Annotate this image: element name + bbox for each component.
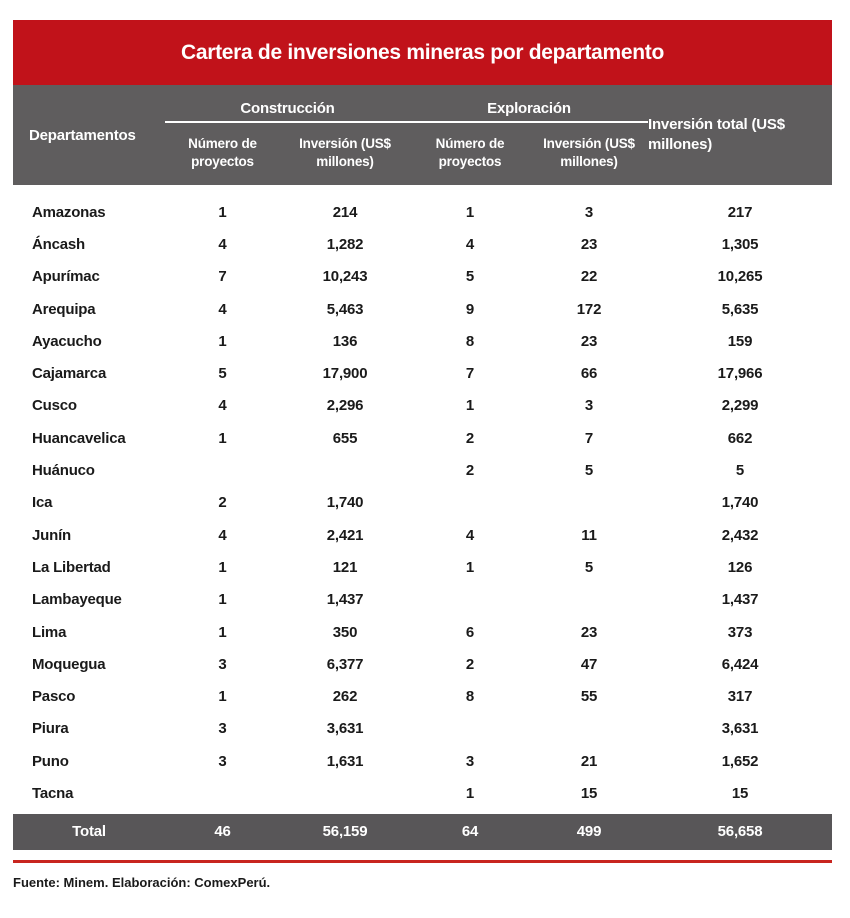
exploration-projects-value: 5 <box>465 268 475 286</box>
total-investment-value: 15 <box>731 784 749 802</box>
exploration-projects-value: 1 <box>465 397 475 415</box>
construction-projects-value: 7 <box>218 268 227 286</box>
column-header-construction-investment: Inversión (US$ millones) <box>299 136 391 169</box>
exploration-investment-value: 21 <box>580 752 598 770</box>
exploration-investment-value: 23 <box>580 623 598 641</box>
table-row <box>13 745 832 777</box>
exploration-projects-value: 2 <box>465 462 475 480</box>
total-investment-value: 373 <box>727 623 753 641</box>
table-row <box>13 519 832 551</box>
exploration-investment-value: 47 <box>580 655 598 673</box>
total-investment-value: 662 <box>727 429 753 447</box>
construction-investment-value: 3,631 <box>326 720 364 738</box>
exploration-projects-value: 8 <box>465 688 475 706</box>
total-investment-value: 6,424 <box>721 655 759 673</box>
construction-investment-value: 5,463 <box>326 300 364 318</box>
department-name: Áncash <box>32 235 85 253</box>
table-row <box>13 422 832 454</box>
bottom-divider-rule <box>13 860 832 863</box>
construction-investment-value: 1,631 <box>326 752 364 770</box>
department-name: Apurímac <box>32 268 100 286</box>
column-group-construction: Construcción <box>240 100 335 117</box>
total-investment-value: 317 <box>727 688 753 706</box>
exploration-investment-value: 7 <box>584 429 594 447</box>
exploration-investment-value: 5 <box>584 462 594 480</box>
total-row-label: Total <box>72 823 106 841</box>
total-construction-projects: 46 <box>214 823 231 841</box>
total-investment-value: 10,265 <box>717 268 763 286</box>
total-investment-value: 1,652 <box>721 752 759 770</box>
department-name: Ayacucho <box>32 332 102 350</box>
department-name: La Libertad <box>32 558 111 576</box>
exploration-projects-value: 6 <box>465 623 475 641</box>
title-bar <box>13 20 832 85</box>
table-row <box>13 713 832 745</box>
exploration-investment-value: 23 <box>580 235 598 253</box>
exploration-projects-value: 2 <box>465 429 475 447</box>
total-investment-value: 1,740 <box>721 494 759 512</box>
table-row <box>13 777 832 809</box>
construction-investment-value: 214 <box>332 203 358 221</box>
table-row <box>13 325 832 357</box>
construction-investment-value: 350 <box>332 623 358 641</box>
table-row <box>13 648 832 680</box>
construction-projects-value: 4 <box>218 300 227 318</box>
table-row <box>13 487 832 519</box>
department-name: Moquegua <box>32 655 106 673</box>
construction-investment-value: 1,740 <box>326 494 364 512</box>
construction-investment-value: 262 <box>332 688 358 706</box>
total-investment-value: 5 <box>735 462 745 480</box>
column-header-departments: Departamentos <box>29 126 136 144</box>
department-name: Piura <box>32 720 69 738</box>
construction-projects-value: 3 <box>218 720 227 738</box>
construction-projects-value: 3 <box>218 752 227 770</box>
exploration-projects-value: 1 <box>465 784 475 802</box>
department-name: Ica <box>32 494 53 512</box>
column-header-construction-projects: Número de proyectos <box>188 136 257 169</box>
department-name: Amazonas <box>32 203 106 221</box>
construction-investment-value: 6,377 <box>326 655 364 673</box>
construction-projects-value: 1 <box>218 203 227 221</box>
source-note: Fuente: Minem. Elaboración: ComexPerú. <box>13 874 271 890</box>
exploration-investment-value: 11 <box>581 526 597 544</box>
exploration-investment-value: 55 <box>580 688 598 706</box>
total-investment-value: 17,966 <box>717 365 763 383</box>
exploration-investment-value: 5 <box>584 558 594 576</box>
construction-investment-value: 17,900 <box>322 365 368 383</box>
department-name: Cusco <box>32 397 77 415</box>
table-row <box>13 454 832 486</box>
construction-investment-value: 121 <box>332 558 358 576</box>
total-exploration-investment: 499 <box>576 823 602 841</box>
construction-projects-value: 1 <box>218 429 227 447</box>
department-name: Lambayeque <box>32 591 122 609</box>
exploration-projects-value: 7 <box>465 365 475 383</box>
department-name: Arequipa <box>32 300 96 318</box>
department-name: Junín <box>32 526 71 544</box>
total-investment-value: 5,635 <box>721 300 759 318</box>
page-title: Cartera de inversiones mineras por departamento <box>180 40 665 64</box>
construction-projects-value: 3 <box>218 655 227 673</box>
exploration-investment-value: 66 <box>580 365 598 383</box>
department-name: Huancavelica <box>32 429 126 447</box>
total-investment-sum: 56,658 <box>717 823 763 841</box>
exploration-investment-value: 172 <box>576 300 602 318</box>
construction-projects-value: 1 <box>218 688 227 706</box>
department-name: Huánuco <box>32 462 95 480</box>
column-header-exploration-projects: Número de proyectos <box>435 136 505 169</box>
department-name: Pasco <box>32 688 76 706</box>
construction-projects-value: 4 <box>218 235 227 253</box>
exploration-investment-value: 3 <box>584 203 594 221</box>
exploration-investment-value: 23 <box>580 332 598 350</box>
total-investment-value: 1,437 <box>721 591 759 609</box>
table-row <box>13 196 832 228</box>
group-header-underline <box>165 121 648 123</box>
construction-investment-value: 1,282 <box>326 235 364 253</box>
total-investment-value: 1,305 <box>721 235 759 253</box>
table-row <box>13 261 832 293</box>
construction-investment-value: 10,243 <box>322 268 368 286</box>
total-investment-value: 3,631 <box>721 720 759 738</box>
table-row <box>13 293 832 325</box>
construction-investment-value: 136 <box>332 332 358 350</box>
exploration-projects-value: 9 <box>465 300 475 318</box>
total-investment-value: 2,432 <box>721 526 759 544</box>
total-construction-investment: 56,159 <box>322 823 368 841</box>
total-investment-value: 126 <box>727 558 753 576</box>
total-row <box>13 814 832 850</box>
total-investment-value: 2,299 <box>721 397 759 415</box>
exploration-projects-value: 1 <box>465 558 475 576</box>
total-investment-value: 217 <box>727 203 753 221</box>
table-header <box>13 85 832 185</box>
table-row <box>13 228 832 260</box>
exploration-projects-value: 4 <box>465 526 475 544</box>
exploration-projects-value: 2 <box>465 655 475 673</box>
exploration-investment-value: 3 <box>584 397 594 415</box>
construction-projects-value: 4 <box>218 397 227 415</box>
construction-projects-value: 5 <box>218 365 227 383</box>
exploration-investment-value: 15 <box>580 784 598 802</box>
table-row <box>13 584 832 616</box>
exploration-projects-value: 1 <box>465 203 475 221</box>
construction-projects-value: 4 <box>218 526 227 544</box>
construction-projects-value: 1 <box>218 332 227 350</box>
table-row <box>13 357 832 389</box>
total-investment-value: 159 <box>727 332 753 350</box>
construction-projects-value: 1 <box>218 558 227 576</box>
department-name: Cajamarca <box>32 365 107 383</box>
department-name: Puno <box>32 752 69 770</box>
column-header-exploration-investment: Inversión (US$ millones) <box>543 136 635 169</box>
construction-investment-value: 2,296 <box>326 397 364 415</box>
construction-investment-value: 655 <box>332 429 358 447</box>
table-body <box>13 196 832 810</box>
column-header-total-investment: Inversión total (US$ millones) <box>648 115 785 153</box>
construction-investment-value: 1,437 <box>326 591 364 609</box>
table-row <box>13 616 832 648</box>
table-row <box>13 680 832 712</box>
construction-investment-value: 2,421 <box>326 526 364 544</box>
table-row <box>13 390 832 422</box>
table-row <box>13 551 832 583</box>
construction-projects-value: 1 <box>218 623 227 641</box>
department-name: Lima <box>32 623 67 641</box>
exploration-projects-value: 8 <box>465 332 475 350</box>
exploration-projects-value: 3 <box>465 752 475 770</box>
construction-projects-value: 2 <box>218 494 227 512</box>
total-exploration-projects: 64 <box>461 823 479 841</box>
column-group-exploration: Exploración <box>487 100 571 117</box>
construction-projects-value: 1 <box>218 591 227 609</box>
exploration-investment-value: 22 <box>580 268 598 286</box>
exploration-projects-value: 4 <box>465 235 475 253</box>
mining-investments-table <box>13 20 832 890</box>
department-name: Tacna <box>32 784 74 802</box>
